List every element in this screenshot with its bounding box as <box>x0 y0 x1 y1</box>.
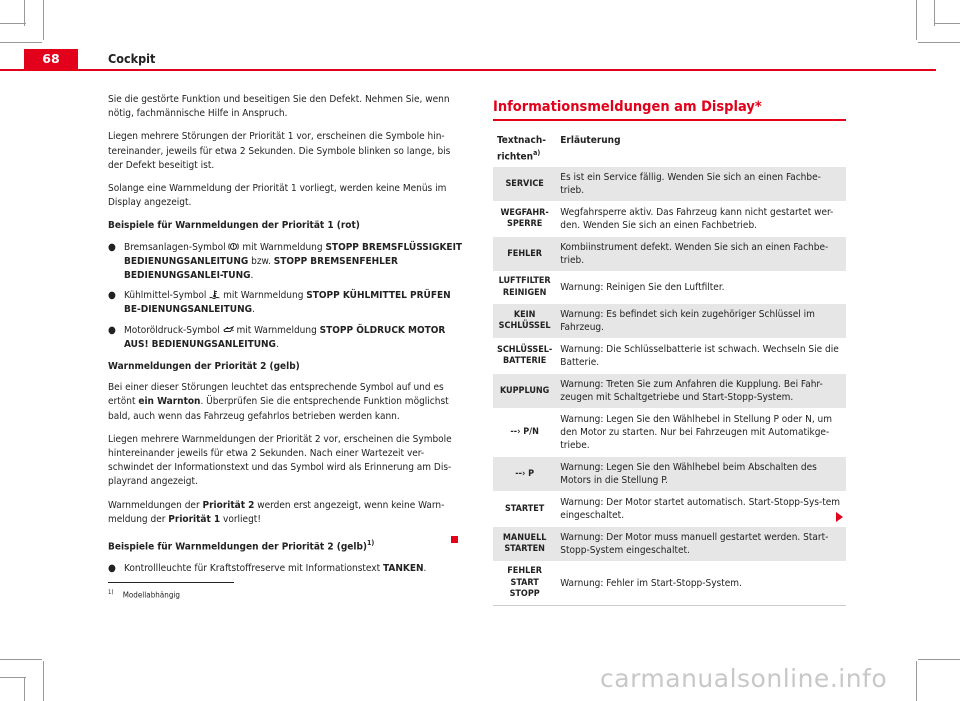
message-code: --› P/N <box>493 408 556 456</box>
paragraph: Solange eine Warnmeldung der Priorität 1 vorliegt, werden keine Menüs im Display angezeigt. <box>108 183 447 209</box>
list-item: ● Kühlmittel-Symbol mit Warnmeldung STOPP KÜHLMITTEL PRÜFEN BE-DIENUNGSANLEITUNG. <box>108 290 451 316</box>
column-header: Erläuterung <box>560 135 621 146</box>
crop-mark <box>43 661 44 701</box>
crop-mark <box>0 677 26 678</box>
subheading: Warnmeldungen der Priorität 2 (gelb) <box>108 361 300 373</box>
table-row <box>493 373 846 408</box>
title-underline <box>493 119 846 121</box>
coolant-icon <box>209 290 220 299</box>
oil-pressure-icon <box>223 325 234 334</box>
message-explanation: Warnung: Reinigen Sie den Luftfilter. <box>556 271 846 303</box>
message-explanation: Warnung: Legen Sie den Wählhebel beim Abschalten des Motors in die Stellung P. <box>556 456 846 491</box>
message-code: WEGFAHR-SPERRE <box>493 201 556 236</box>
message-explanation: Kombiinstrument defekt. Wenden Sie sich an einen Fachbe-trieb. <box>556 236 846 271</box>
message-explanation: Warnung: Legen Sie den Wählhebel in Stellung P oder N, um den Motor zu starten. Nur bei Fahrzeugen mit Automatikge-triebe. <box>556 408 846 456</box>
column-header: Textnach-richten$^{a)}$ <box>497 135 546 163</box>
page-number: 68 <box>24 49 78 69</box>
table-row <box>493 338 846 373</box>
continue-arrow-icon <box>836 512 843 522</box>
bullet: ● <box>108 562 116 574</box>
message-code: FEHLER <box>493 236 556 271</box>
bullet: ● <box>108 290 116 302</box>
crop-mark <box>916 0 917 40</box>
crop-mark <box>934 23 960 24</box>
message-explanation: Warnung: Der Motor startet automatisch. Start-Stopp-Sys-tem eingeschaltet. <box>556 491 846 526</box>
message-code: KUPPLUNG <box>493 373 556 408</box>
crop-mark <box>918 659 960 660</box>
crop-mark <box>24 0 25 26</box>
table-row <box>493 271 846 303</box>
section-title: Cockpit <box>108 51 156 66</box>
table-row <box>493 408 846 456</box>
bullet: ● <box>108 324 116 336</box>
message-explanation: Warnung: Fehler im Start-Stopp-System. <box>556 561 846 606</box>
crop-mark <box>24 677 25 701</box>
left-column <box>108 93 464 582</box>
message-explanation: Warnung: Es befindet sich kein zugehöriger Schlüssel im Fahrzeug. <box>556 303 846 338</box>
message-code: KEIN SCHLÜSSEL <box>493 303 556 338</box>
crop-mark <box>43 0 44 40</box>
list-item: ● Kontrollleuchte für Kraftstoffreserve mit Informationstext TANKEN. <box>108 562 464 576</box>
message-code: SCHLÜSSEL-BATTERIE <box>493 338 556 373</box>
paragraph: Warnmeldungen der Priorität 2 werden erst angezeigt, wenn keine Warn-meldung der Priorität 1 vorliegt! <box>108 499 445 525</box>
footnote-rule <box>108 582 234 583</box>
paragraph: Liegen mehrere Störungen der Priorität 1 vor, erscheinen die Symbole hin-tereinander, jeweils für etwa 2 Sekunden. Die Symbole blinken so lange, bis der Defekt beseitigt ist. <box>108 131 451 171</box>
crop-mark <box>0 659 42 660</box>
footnote: $^{1)}$ Modellabhängig <box>108 589 180 600</box>
table-section-title: Informationsmeldungen am Display* <box>493 99 762 115</box>
messages-table <box>493 131 846 606</box>
paragraph: Sie die gestörte Funktion und beseitigen Sie den Defekt. Nehmen Sie, wenn nötig, fachmännische Hilfe in Anspruch. <box>108 94 450 120</box>
end-marker <box>451 536 458 543</box>
bullet: ● <box>108 241 116 253</box>
watermark: carmanualsonline.info <box>600 664 888 693</box>
table-row <box>493 303 846 338</box>
message-explanation: Es ist ein Service fällig. Wenden Sie sich an einen Fachbe-trieb. <box>556 166 846 201</box>
table-row <box>493 201 846 236</box>
table-row <box>493 526 846 561</box>
list-item: ● Motoröldruck-Symbol mit Warnmeldung STOPP ÖLDRUCK MOTOR AUS! BEDIENUNGSANLEITUNG. <box>108 324 446 350</box>
crop-mark <box>916 661 917 701</box>
message-code: --› P <box>493 456 556 491</box>
message-code: LUFTFILTER REINIGEN <box>493 271 556 303</box>
crop-mark <box>0 42 42 43</box>
table-row <box>493 166 846 201</box>
crop-mark <box>0 23 26 24</box>
message-explanation: Warnung: Treten Sie zum Anfahren die Kupplung. Bei Fahr-zeugen mit Schaltgetriebe und Start-Stopp-System. <box>556 373 846 408</box>
subheading: Beispiele für Warnmeldungen der Priorität 1 (rot) <box>108 220 360 232</box>
paragraph: Bei einer dieser Störungen leuchtet das entsprechende Symbol auf und es ertönt ein Warnton. Überprüfen Sie die entsprechende Funktion möglichst bald, auch wenn das Fahrzeug gefahrlos betrieben werden kann. <box>108 382 449 422</box>
brake-warning-icon <box>228 242 239 251</box>
message-explanation: Wegfahrsperre aktiv. Das Fahrzeug kann nicht gestartet wer-den. Wenden Sie sich an einen Fachbetrieb. <box>556 201 846 236</box>
paragraph: Liegen mehrere Warnmeldungen der Priorität 2 vor, erscheinen die Symbole hintereinander jeweils für etwa 2 Sekunden. Nach einer Wartezeit ver-schwindet der Informationstext und das Symbol wird als Erinnerung am Dis-playrand angezeigt. <box>108 433 452 488</box>
message-code: STARTET <box>493 491 556 526</box>
message-explanation: Warnung: Die Schlüsselbatterie ist schwach. Wechseln Sie die Batterie. <box>556 338 846 373</box>
crop-mark <box>918 42 960 43</box>
message-explanation: Warnung: Der Motor muss manuell gestartet werden. Start-Stopp-System eingeschaltet. <box>556 526 846 561</box>
message-code: MANUELL STARTEN <box>493 526 556 561</box>
table-row <box>493 236 846 271</box>
subheading: Beispiele für Warnmeldungen der Priorität 2 (gelb)$^{1)}$ <box>108 539 375 553</box>
table-row <box>493 561 846 606</box>
message-code: SERVICE <box>493 166 556 201</box>
table-row <box>493 491 846 526</box>
table-row <box>493 456 846 491</box>
list-item: ● Bremsanlagen-Symbol mit Warnmeldung STOPP BREMSFLÜSSIGKEIT BEDIENUNGSANLEITUNG bzw. STOPP BREMSENFEHLER BEDIENUNGSANLEI-TUNG. <box>108 241 463 282</box>
message-code: FEHLER START STOPP <box>493 561 556 606</box>
